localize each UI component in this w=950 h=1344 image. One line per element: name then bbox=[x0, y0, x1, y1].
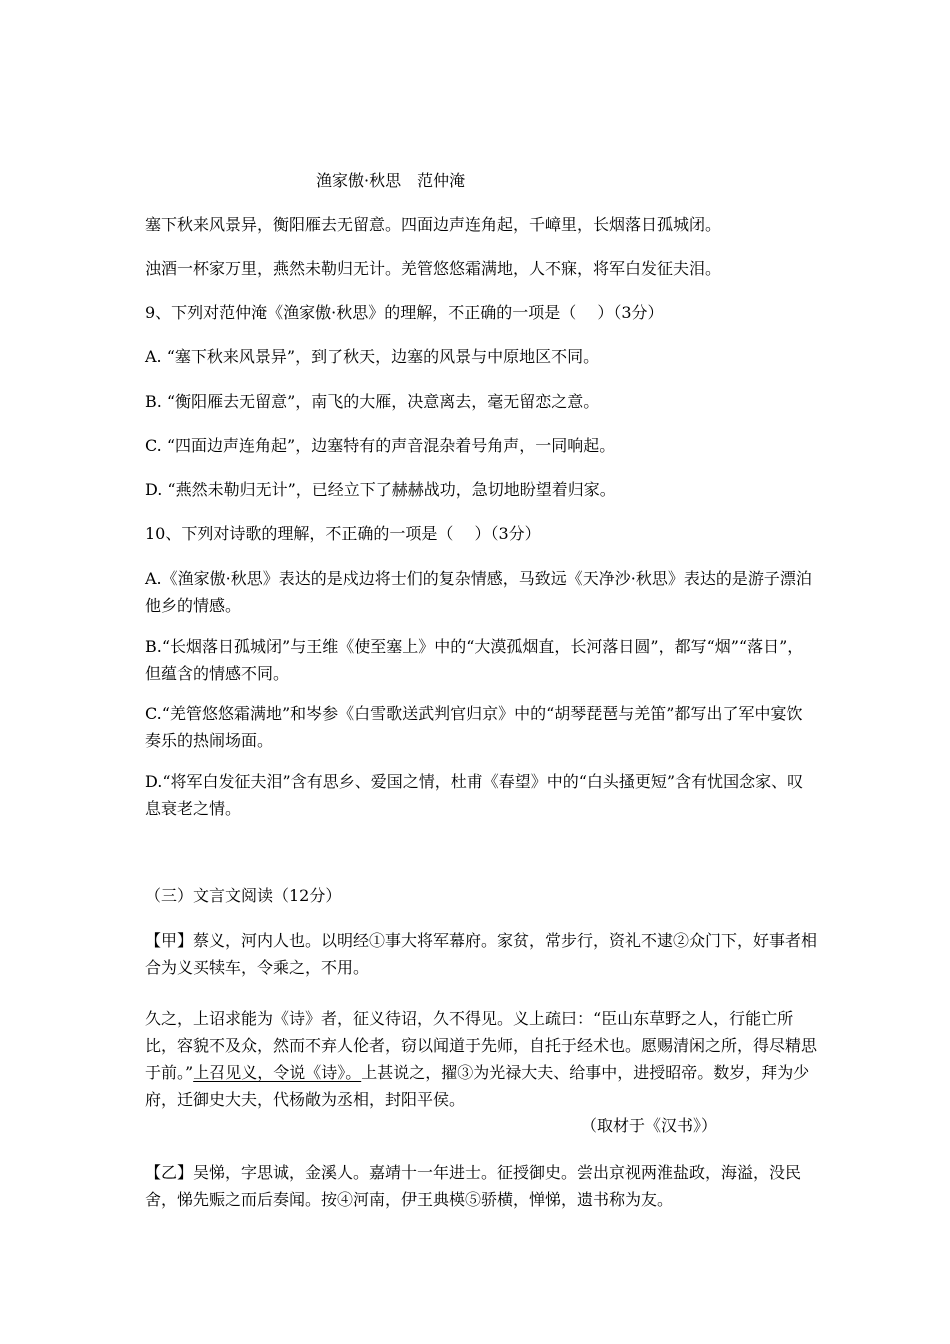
question-9-option-c: C. “四面边声连角起”，边塞特有的声音混杂着号角声，一同响起。 bbox=[145, 436, 616, 455]
passage-jia-p2-after: 上甚说之，擢③为光禄大夫、给事中，进授昭帝。数岁，拜为少府，迁御史大夫，代杨敞为丞相，封阳平侯。 bbox=[145, 1063, 810, 1109]
question-10-stem: 10、下列对诗歌的理解，不正确的一项是（ ）（3分） bbox=[145, 524, 541, 543]
question-9-option-b: B. “衡阳雁去无留意”，南飞的大雁，决意离去，毫无留恋之意。 bbox=[145, 392, 600, 411]
question-10-option-b: B.“长烟落日孤城闭”与王维《使至塞上》中的“大漠孤烟直，长河落日圆”，都写“烟”“落日”，但蕴含的情感不同。 bbox=[145, 637, 804, 683]
passage-jia-paragraph-1: 【甲】蔡义，河内人也。以明经①事大将军幕府。家贫，常步行，资礼不逮②众门下，好事者相合为义买犊车，令乘之，不用。 bbox=[145, 931, 818, 977]
passage-jia-p2-before: 久之，上诏求能为《诗》者，征义待诏，久不得见。义上疏曰：“臣山东草野之人，行能亡所比，容貌不及众，然而不弃人伦者，窃以闻道于先师，自托于经术也。愿赐清闲之所，得尽精思于前。” bbox=[145, 1009, 818, 1082]
question-9-stem: 9、下列对范仲淹《渔家傲·秋思》的理解，不正确的一项是（ ）（3分） bbox=[145, 303, 664, 322]
passage-yi-paragraph-1: 【乙】吴悌，字思诚，金溪人。嘉靖十一年进士。征授御史。尝出京视两淮盐政，海溢，没民舍，悌先赈之而后奏闻。按④河南，伊王典楧⑤骄横，惮悌，遗书称为友。 bbox=[145, 1163, 802, 1209]
passage-jia-paragraph-2 bbox=[145, 1005, 817, 1113]
question-10-option-c: C.“羌管悠悠霜满地”和岑参《白雪歌送武判官归京》中的“胡琴琵琶与羌笛”都写出了军中宴饮奏乐的热闹场面。 bbox=[145, 704, 803, 750]
question-10-option-d: D.“将军白发征夫泪”含有思乡、爱国之情，杜甫《春望》中的“白头搔更短”含有忧国念家、叹息衰老之情。 bbox=[145, 772, 804, 818]
section-3-heading: （三）文言文阅读（12分） bbox=[145, 886, 342, 905]
question-9-option-a: A. “塞下秋来风景异”，到了秋天，边塞的风景与中原地区不同。 bbox=[145, 347, 600, 366]
question-10-option-a: A.《渔家傲·秋思》表达的是戍边将士们的复杂情感，马致远《天净沙·秋思》表达的是游子漂泊他乡的情感。 bbox=[145, 569, 812, 615]
passage-jia-p2-underlined-sentence: 上召见义，令说《诗》。 bbox=[193, 1063, 362, 1082]
poem-line-1: 塞下秋来风景异，衡阳雁去无留意。四面边声连角起，千嶂里，长烟落日孤城闭。 bbox=[145, 215, 722, 234]
question-9-option-d: D. “燕然未勒归无计”，已经立下了赫赫战功，急切地盼望着归家。 bbox=[145, 480, 616, 499]
poem-title: 渔家傲·秋思 范仲淹 bbox=[316, 171, 466, 190]
poem-line-2: 浊酒一杯家万里，燕然未勒归无计。羌管悠悠霜满地，人不寐，将军白发征夫泪。 bbox=[145, 259, 722, 278]
passage-jia-source: （取材于《汉书》） bbox=[581, 1116, 718, 1135]
